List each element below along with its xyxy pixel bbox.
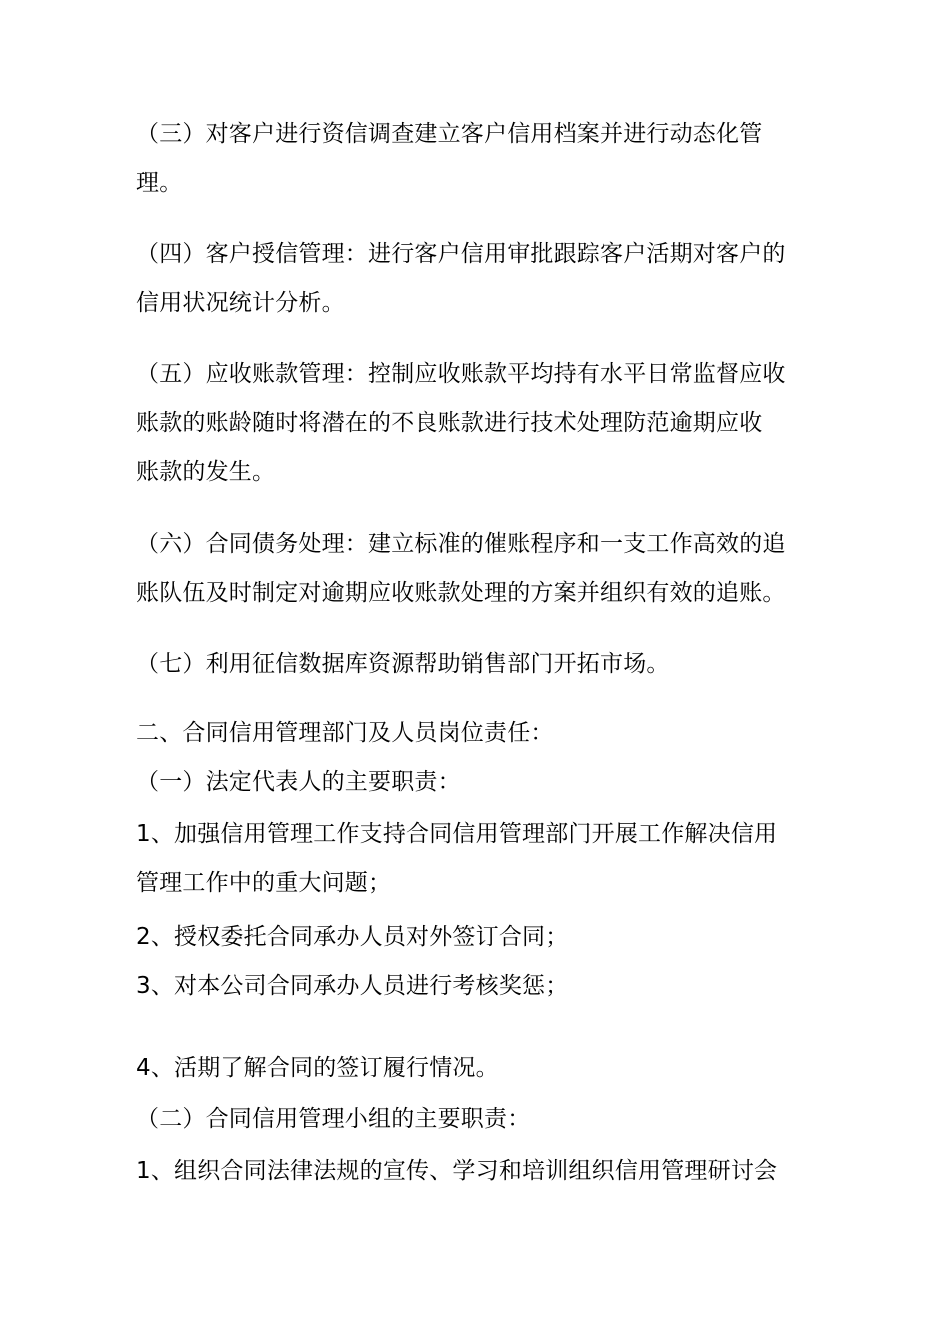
text-line: 4、活期了解合同的签订履行情况。 (136, 1055, 499, 1081)
text-line: （七）利用征信数据库资源帮助销售部门开拓市场。 (136, 651, 670, 677)
subsection-heading: （一）法定代表人的主要职责： (136, 769, 461, 795)
text-line: 2、授权委托合同承办人员对外签订合同； (136, 924, 569, 950)
text-line: （五）应收账款管理：控制应收账款平均持有水平日常监督应收 (136, 361, 786, 387)
text-line: 账款的账龄随时将潜在的不良账款进行技术处理防范逾期应收 (136, 410, 763, 436)
text-line: 账款的发生。 (136, 459, 276, 485)
subsection-heading: （二）合同信用管理小组的主要职责： (136, 1106, 531, 1132)
text-line: （三）对客户进行资信调查建立客户信用档案并进行动态化管 (136, 121, 763, 147)
text-line: 1、组织合同法律法规的宣传、学习和培训组织信用管理研讨会 (136, 1158, 778, 1184)
text-line: 账队伍及时制定对逾期应收账款处理的方案并组织有效的追账。 (136, 580, 786, 606)
text-line: （四）客户授信管理：进行客户信用审批跟踪客户活期对客户的 (136, 241, 786, 267)
text-line: 3、对本公司合同承办人员进行考核奖惩； (136, 973, 569, 999)
text-line: 信用状况统计分析。 (136, 290, 345, 316)
section-heading: 二、合同信用管理部门及人员岗位责任： (136, 720, 554, 746)
text-line: 理。 (136, 170, 183, 196)
text-line: （六）合同债务处理：建立标准的催账程序和一支工作高效的追 (136, 531, 786, 557)
text-line: 管理工作中的重大问题； (136, 870, 392, 896)
text-line: 1、加强信用管理工作支持合同信用管理部门开展工作解决信用 (136, 821, 778, 847)
